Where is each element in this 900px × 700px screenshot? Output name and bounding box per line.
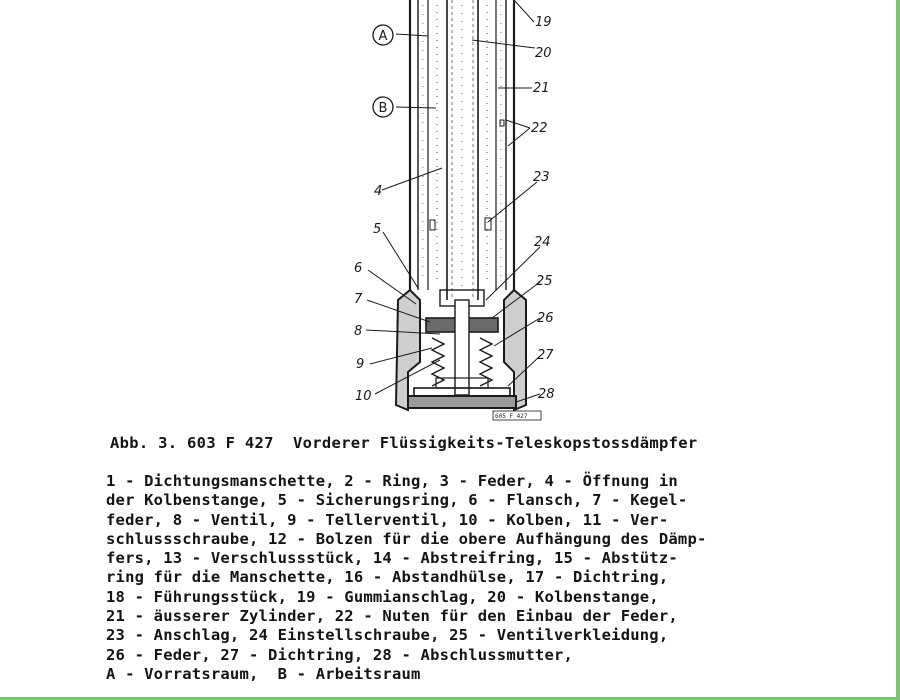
legend-line: ring für die Manschette, 16 - Abstandhülse, 17 - Dichtring, — [106, 568, 669, 587]
figure-caption: Abb. 3. 603 F 427 Vorderer Flüssigkeits-Teleskopstossdämpfer — [110, 434, 698, 452]
legend-line: 21 - äusserer Zylinder, 22 - Nuten für den Einbau der Feder, — [106, 607, 678, 626]
callout-24: 24 — [534, 235, 551, 250]
callout-9: 9 — [356, 357, 365, 372]
page-border-right — [896, 0, 900, 700]
legend-line: feder, 8 - Ventil, 9 - Tellerventil, 10 - Kolben, 11 - Ver- — [106, 510, 669, 529]
callout-23: 23 — [533, 170, 550, 185]
legend-line: 1 - Dichtungsmanschette, 2 - Ring, 3 - Feder, 4 - Öffnung in — [106, 472, 678, 490]
legend-line: 18 - Führungsstück, 19 - Gummianschlag, 20 - Kolbenstange, — [106, 587, 659, 606]
callout-7: 7 — [354, 292, 363, 307]
circled-labels — [373, 25, 393, 117]
callout-6: 6 — [354, 261, 363, 276]
callout-26: 26 — [537, 311, 554, 326]
legend-line: schlussschraube, 12 - Bolzen für die obere Aufhängung des Dämp- — [106, 529, 707, 548]
drawing-code-tag — [493, 411, 541, 420]
callout-20: 20 — [535, 46, 552, 61]
shock-absorber-drawing — [330, 0, 570, 425]
legend-line: A - Vorratsraum, B - Arbeitsraum — [106, 664, 421, 683]
label-a: A — [378, 29, 388, 44]
callout-21: 21 — [533, 81, 550, 96]
callout-5: 5 — [373, 222, 382, 237]
callout-19: 19 — [535, 15, 552, 30]
cylinder-section — [396, 0, 526, 410]
callout-28: 28 — [538, 387, 555, 402]
legend-line: fers, 13 - Verschlussstück, 14 - Abstreifring, 15 - Abstütz- — [106, 549, 678, 568]
label-b: B — [378, 101, 388, 116]
callout-27: 27 — [537, 348, 554, 363]
callout-25: 25 — [536, 274, 553, 289]
legend-line: 26 - Feder, 27 - Dichtring, 28 - Abschlussmutter, — [106, 645, 574, 664]
legend-line: der Kolbenstange, 5 - Sicherungsring, 6 - Flansch, 7 - Kegel- — [106, 491, 688, 510]
drawing-code: 605 F 427 — [495, 413, 528, 420]
parts-legend — [106, 472, 886, 684]
callout-10: 10 — [355, 389, 372, 404]
legend-line: 23 - Anschlag, 24 Einstellschraube, 25 - Ventilverkleidung, — [106, 626, 669, 645]
callout-22: 22 — [531, 121, 548, 136]
callout-4: 4 — [374, 184, 383, 199]
callout-8: 8 — [354, 324, 363, 339]
